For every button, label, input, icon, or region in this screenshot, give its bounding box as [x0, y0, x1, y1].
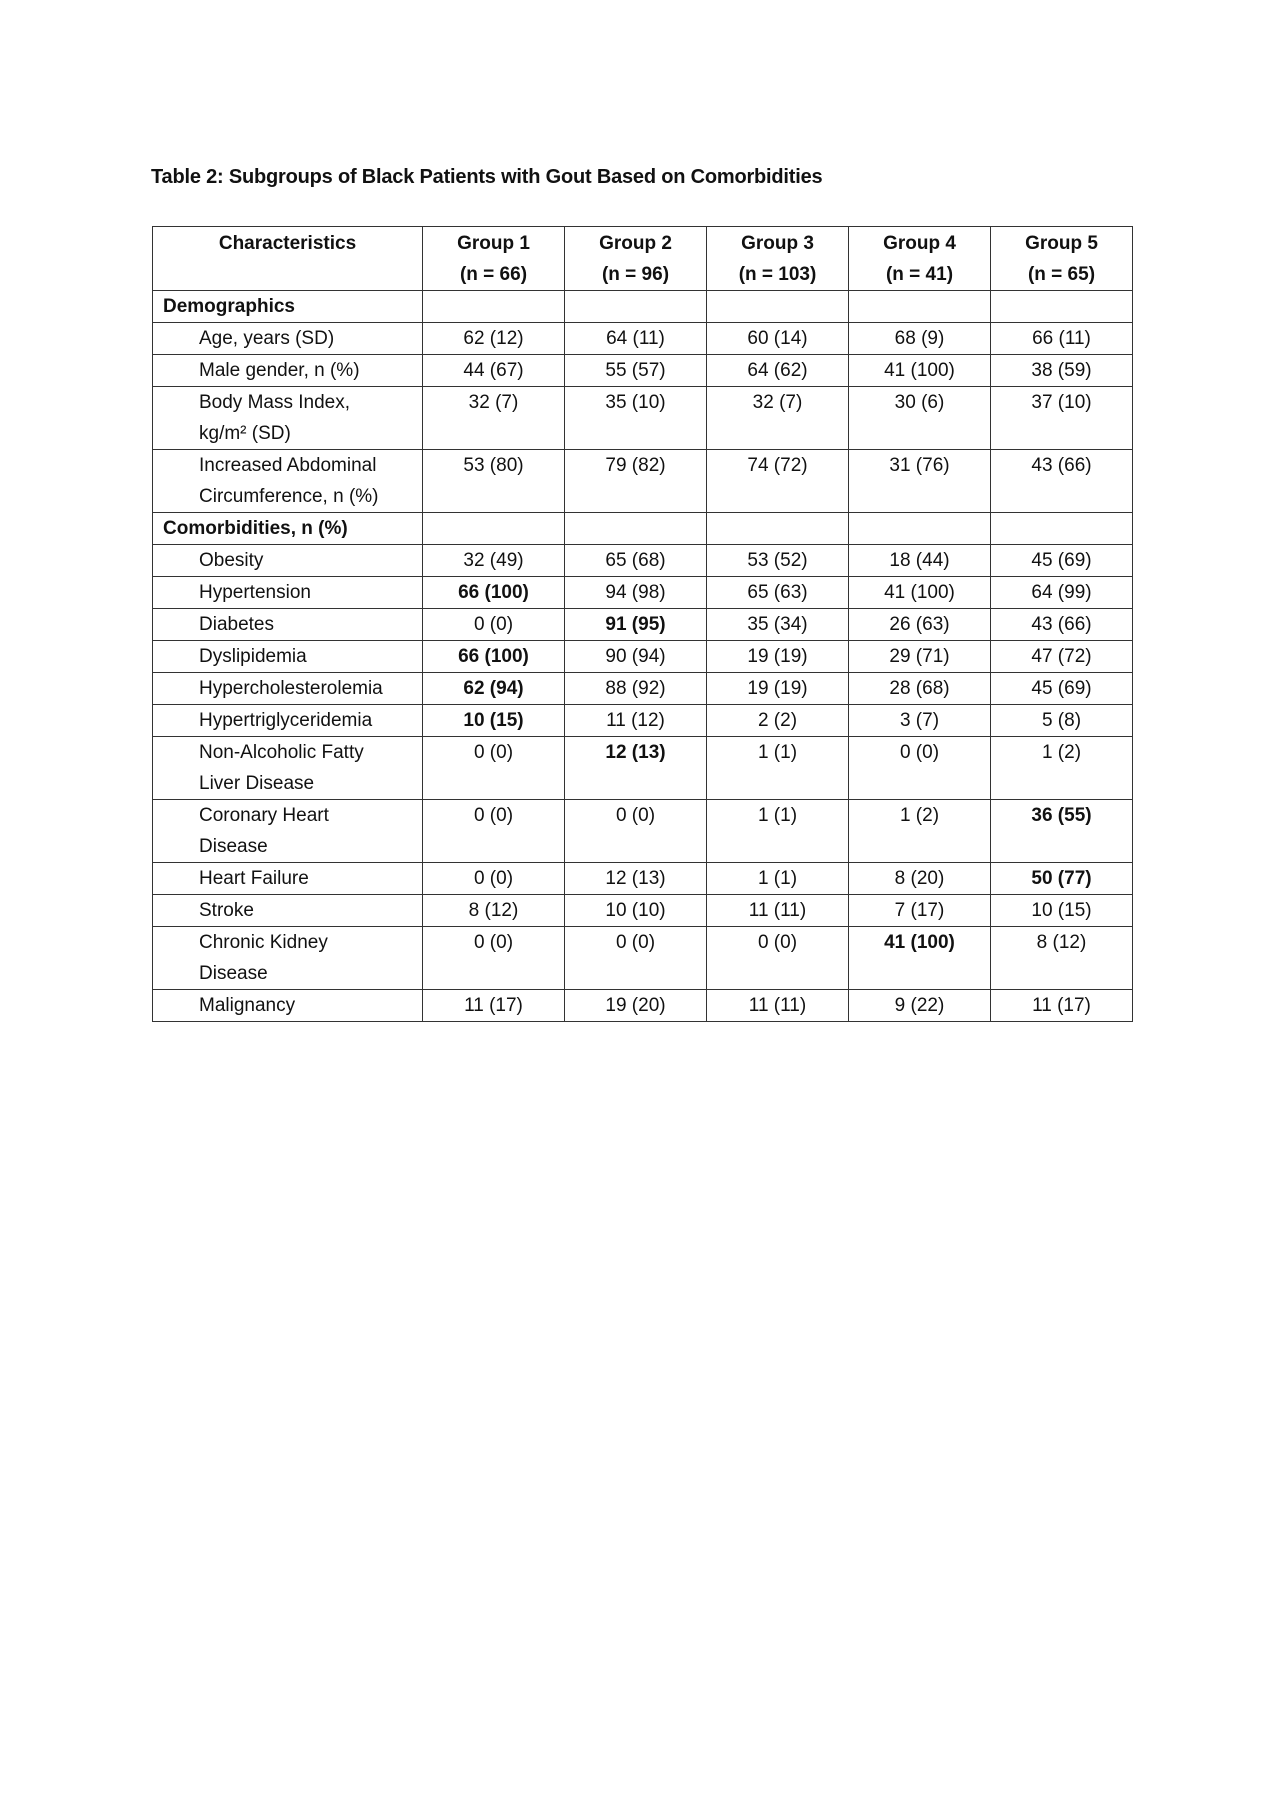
value-cell: 64 (11) — [565, 323, 707, 355]
value-cell: 88 (92) — [565, 673, 707, 705]
row-label — [153, 545, 423, 577]
row-label-line: Hypertension — [199, 582, 311, 603]
value-cell: 0 (0) — [565, 927, 707, 990]
value-cell: 36 (55) — [991, 800, 1133, 863]
table-row — [153, 609, 1133, 641]
value-cell: 0 (0) — [423, 800, 565, 863]
row-label-line: Malignancy — [199, 995, 296, 1016]
header-group-3 — [707, 227, 849, 291]
value-cell: 7 (17) — [849, 895, 991, 927]
value-cell: 68 (9) — [849, 323, 991, 355]
row-label-line: Hypercholesterolemia — [199, 678, 383, 699]
header-characteristics: Characteristics — [153, 227, 423, 291]
row-label-line: Male gender, n (%) — [199, 360, 360, 381]
header-group-1 — [423, 227, 565, 291]
value-cell: 0 (0) — [423, 863, 565, 895]
value-cell: 45 (69) — [991, 545, 1133, 577]
value-cell: 55 (57) — [565, 355, 707, 387]
value-cell: 32 (49) — [423, 545, 565, 577]
value-cell: 53 (80) — [423, 450, 565, 513]
row-label — [153, 927, 423, 990]
row-label-line: Increased Abdominal — [199, 455, 377, 476]
row-label-line: Non-Alcoholic Fatty — [199, 742, 364, 763]
row-label-line: Obesity — [199, 550, 264, 571]
value-cell: 8 (12) — [991, 927, 1133, 990]
group-name: Group 4 — [883, 233, 956, 254]
row-label-line: Liver Disease — [199, 773, 315, 794]
header-row — [153, 227, 1133, 291]
value-cell: 11 (17) — [991, 990, 1133, 1022]
empty-cell — [849, 291, 991, 323]
table-body — [153, 291, 1133, 1022]
table-row — [153, 323, 1133, 355]
table-row — [153, 355, 1133, 387]
value-cell: 50 (77) — [991, 863, 1133, 895]
value-cell: 11 (17) — [423, 990, 565, 1022]
value-cell: 12 (13) — [565, 863, 707, 895]
value-cell: 62 (94) — [423, 673, 565, 705]
row-label — [153, 323, 423, 355]
table-row — [153, 800, 1133, 863]
row-label — [153, 673, 423, 705]
value-cell: 0 (0) — [849, 737, 991, 800]
value-cell: 41 (100) — [849, 355, 991, 387]
header-group-2 — [565, 227, 707, 291]
row-label-line: Disease — [199, 963, 268, 984]
row-label-line: kg/m² (SD) — [199, 423, 291, 444]
table-row — [153, 705, 1133, 737]
value-cell: 91 (95) — [565, 609, 707, 641]
group-n: (n = 103) — [738, 264, 817, 285]
group-name: Group 3 — [741, 233, 814, 254]
value-cell: 11 (12) — [565, 705, 707, 737]
row-label — [153, 577, 423, 609]
value-cell: 19 (20) — [565, 990, 707, 1022]
value-cell: 12 (13) — [565, 737, 707, 800]
value-cell: 10 (15) — [991, 895, 1133, 927]
value-cell: 41 (100) — [849, 577, 991, 609]
value-cell: 64 (99) — [991, 577, 1133, 609]
value-cell: 53 (52) — [707, 545, 849, 577]
value-cell: 0 (0) — [565, 800, 707, 863]
table-row — [153, 990, 1133, 1022]
section-row — [153, 513, 1133, 545]
value-cell: 19 (19) — [707, 641, 849, 673]
group-name: Group 1 — [457, 233, 530, 254]
row-label-line: Dyslipidemia — [199, 646, 307, 667]
value-cell: 1 (2) — [849, 800, 991, 863]
comorbidity-table — [152, 226, 1133, 1022]
header-group-4 — [849, 227, 991, 291]
value-cell: 66 (11) — [991, 323, 1133, 355]
empty-cell — [423, 513, 565, 545]
row-label — [153, 895, 423, 927]
value-cell: 44 (67) — [423, 355, 565, 387]
row-label — [153, 450, 423, 513]
value-cell: 10 (10) — [565, 895, 707, 927]
table-row — [153, 673, 1133, 705]
group-n: (n = 65) — [1027, 264, 1096, 285]
row-label-line: Coronary Heart — [199, 805, 329, 826]
table-row — [153, 641, 1133, 673]
value-cell: 11 (11) — [707, 990, 849, 1022]
value-cell: 2 (2) — [707, 705, 849, 737]
value-cell: 65 (63) — [707, 577, 849, 609]
section-heading: Demographics — [153, 291, 423, 323]
table-row — [153, 737, 1133, 800]
value-cell: 29 (71) — [849, 641, 991, 673]
header-group-5 — [991, 227, 1133, 291]
row-label — [153, 863, 423, 895]
table-row — [153, 927, 1133, 990]
value-cell: 32 (7) — [423, 387, 565, 450]
row-label-line: Circumference, n (%) — [199, 486, 379, 507]
row-label-line: Diabetes — [199, 614, 274, 635]
value-cell: 62 (12) — [423, 323, 565, 355]
value-cell: 74 (72) — [707, 450, 849, 513]
value-cell: 37 (10) — [991, 387, 1133, 450]
row-label — [153, 990, 423, 1022]
row-label — [153, 641, 423, 673]
table-row — [153, 895, 1133, 927]
value-cell: 41 (100) — [849, 927, 991, 990]
value-cell: 5 (8) — [991, 705, 1133, 737]
row-label-line: Chronic Kidney — [199, 932, 328, 953]
section-row — [153, 291, 1133, 323]
row-label — [153, 609, 423, 641]
value-cell: 31 (76) — [849, 450, 991, 513]
table-title: Table 2: Subgroups of Black Patients with Gout Based on Comorbidities — [151, 166, 823, 188]
row-label-line: Age, years (SD) — [199, 328, 335, 349]
value-cell: 0 (0) — [423, 609, 565, 641]
value-cell: 65 (68) — [565, 545, 707, 577]
table-row — [153, 545, 1133, 577]
empty-cell — [423, 291, 565, 323]
table-row — [153, 863, 1133, 895]
value-cell: 35 (34) — [707, 609, 849, 641]
value-cell: 94 (98) — [565, 577, 707, 609]
empty-cell — [565, 513, 707, 545]
empty-cell — [991, 513, 1133, 545]
row-label — [153, 387, 423, 450]
value-cell: 90 (94) — [565, 641, 707, 673]
value-cell: 64 (62) — [707, 355, 849, 387]
value-cell: 1 (2) — [991, 737, 1133, 800]
value-cell: 43 (66) — [991, 450, 1133, 513]
row-label-line: Disease — [199, 836, 268, 857]
group-n: (n = 66) — [459, 264, 528, 285]
value-cell: 32 (7) — [707, 387, 849, 450]
value-cell: 45 (69) — [991, 673, 1133, 705]
value-cell: 38 (59) — [991, 355, 1133, 387]
row-label — [153, 355, 423, 387]
value-cell: 0 (0) — [423, 927, 565, 990]
value-cell: 18 (44) — [849, 545, 991, 577]
group-name: Group 2 — [599, 233, 672, 254]
empty-cell — [565, 291, 707, 323]
table-row — [153, 577, 1133, 609]
value-cell: 3 (7) — [849, 705, 991, 737]
row-label-line: Heart Failure — [199, 868, 309, 889]
value-cell: 0 (0) — [423, 737, 565, 800]
value-cell: 28 (68) — [849, 673, 991, 705]
value-cell: 47 (72) — [991, 641, 1133, 673]
value-cell: 66 (100) — [423, 577, 565, 609]
value-cell: 60 (14) — [707, 323, 849, 355]
row-label-line: Body Mass Index, — [199, 392, 351, 413]
empty-cell — [849, 513, 991, 545]
empty-cell — [707, 291, 849, 323]
value-cell: 26 (63) — [849, 609, 991, 641]
row-label — [153, 737, 423, 800]
row-label — [153, 800, 423, 863]
value-cell: 8 (12) — [423, 895, 565, 927]
row-label-line: Hypertriglyceridemia — [199, 710, 373, 731]
table-row — [153, 387, 1133, 450]
value-cell: 10 (15) — [423, 705, 565, 737]
row-label-line: Stroke — [199, 900, 254, 921]
value-cell: 43 (66) — [991, 609, 1133, 641]
value-cell: 1 (1) — [707, 737, 849, 800]
value-cell: 35 (10) — [565, 387, 707, 450]
row-label — [153, 705, 423, 737]
value-cell: 9 (22) — [849, 990, 991, 1022]
value-cell: 0 (0) — [707, 927, 849, 990]
group-n: (n = 96) — [601, 264, 670, 285]
empty-cell — [991, 291, 1133, 323]
value-cell: 30 (6) — [849, 387, 991, 450]
group-name: Group 5 — [1025, 233, 1098, 254]
group-n: (n = 41) — [885, 264, 954, 285]
value-cell: 8 (20) — [849, 863, 991, 895]
value-cell: 1 (1) — [707, 863, 849, 895]
value-cell: 11 (11) — [707, 895, 849, 927]
value-cell: 19 (19) — [707, 673, 849, 705]
value-cell: 1 (1) — [707, 800, 849, 863]
table-row — [153, 450, 1133, 513]
value-cell: 66 (100) — [423, 641, 565, 673]
empty-cell — [707, 513, 849, 545]
value-cell: 79 (82) — [565, 450, 707, 513]
section-heading: Comorbidities, n (%) — [153, 513, 423, 545]
